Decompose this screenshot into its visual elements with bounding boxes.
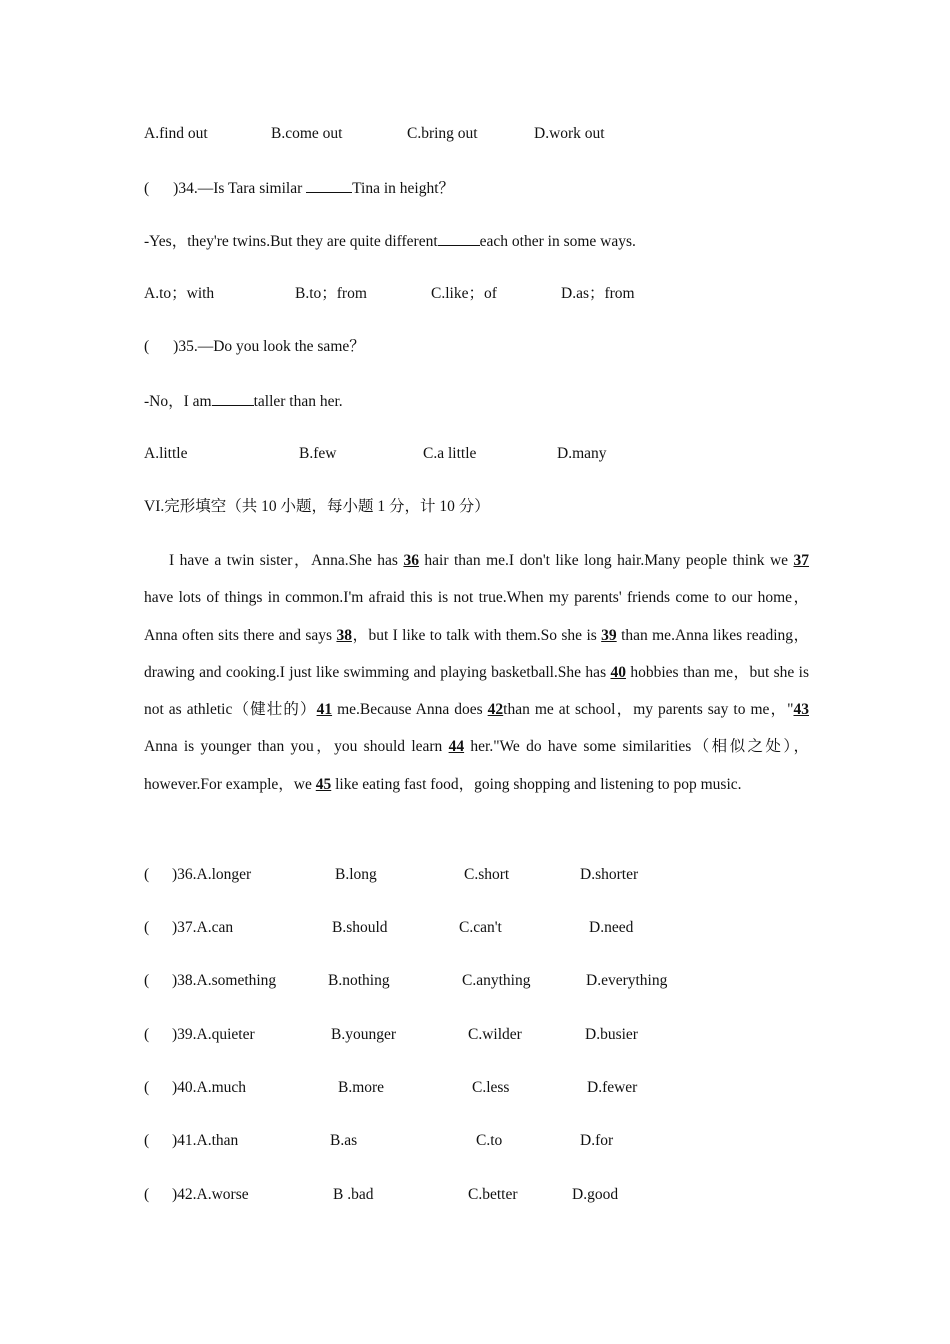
question-a: )41.A.than bbox=[172, 1132, 239, 1149]
cloze-passage bbox=[144, 542, 809, 803]
question-b: B .bad bbox=[333, 1186, 374, 1203]
answer-paren-close: ) bbox=[173, 180, 179, 197]
answer-paren-open: ( bbox=[144, 1026, 150, 1043]
passage-text: have lots of things in common.I'm afraid this is not true.When my parents' friends come to our home，Anna often sits there and says bbox=[144, 589, 809, 644]
q33-option-c: C.bring out bbox=[407, 125, 478, 142]
q35-stem bbox=[144, 337, 365, 357]
question-a: )38.A.something bbox=[172, 972, 277, 989]
passage-text: hair than me.I don't like long hair.Many people think we bbox=[424, 552, 789, 569]
blank-45: 45 bbox=[315, 775, 332, 793]
q34-stem-text: 34.—Is Tara similar bbox=[178, 180, 307, 197]
question-d: D.good bbox=[572, 1186, 619, 1203]
question-c: C.can't bbox=[459, 919, 502, 936]
question-a: )42.A.worse bbox=[172, 1186, 249, 1203]
q35-option-d: D.many bbox=[557, 445, 607, 462]
q35-reply bbox=[144, 390, 343, 412]
question-d: D.fewer bbox=[587, 1079, 638, 1096]
question-d: D.busier bbox=[585, 1026, 638, 1043]
blank-44: 44 bbox=[448, 738, 465, 756]
answer-paren-open: ( bbox=[144, 1079, 150, 1096]
question-d: D.shorter bbox=[580, 866, 639, 883]
q34-stem-text-2: Tina in height？ bbox=[352, 180, 455, 197]
section-title: VI.完形填空（共 10 小题，每小题 1 分，计 10 分） bbox=[144, 498, 490, 515]
question-b: B.nothing bbox=[328, 972, 390, 989]
q34-option-c: C.like；of bbox=[431, 285, 497, 302]
blank-36: 36 bbox=[403, 552, 419, 569]
answer-paren-open: ( bbox=[144, 1186, 150, 1203]
q34-stem bbox=[144, 177, 454, 199]
answer-paren-open: ( bbox=[144, 338, 150, 355]
passage-text: than me.Anna likes reading，drawing and cooking.I just like swimming and playing basketball.She has bbox=[144, 626, 810, 681]
q35-option-a: A.little bbox=[144, 445, 188, 462]
q35-option-c: C.a little bbox=[423, 445, 477, 462]
question-b: B.younger bbox=[331, 1026, 397, 1043]
blank-38: 38 bbox=[336, 626, 352, 644]
question-a: )37.A.can bbox=[172, 919, 234, 936]
q34-option-a: A.to；with bbox=[144, 285, 215, 302]
question-b: B.should bbox=[332, 919, 388, 936]
question-d: D.for bbox=[580, 1132, 614, 1149]
blank-42: 42 bbox=[487, 701, 504, 719]
passage-text: ，but I like to talk with them.So she is bbox=[351, 626, 597, 644]
q34-option-d: D.as；from bbox=[561, 285, 635, 302]
blank-43: 43 bbox=[793, 701, 809, 719]
question-c: C.better bbox=[468, 1186, 518, 1203]
answer-paren-open: ( bbox=[144, 180, 150, 197]
question-a: )40.A.much bbox=[172, 1079, 247, 1096]
answer-paren-open: ( bbox=[144, 866, 150, 883]
answer-paren-open: ( bbox=[144, 1132, 150, 1149]
passage-text: me.Because Anna does bbox=[337, 701, 483, 719]
fill-blank bbox=[306, 177, 352, 193]
answer-paren-close: ) bbox=[173, 338, 179, 355]
passage-text: than me at school，my parents say to me，" bbox=[503, 701, 794, 719]
blank-40: 40 bbox=[610, 663, 626, 681]
passage-text: like eating fast food，going shopping and listening to pop music. bbox=[335, 775, 742, 793]
q35-reply-text: -No，I am bbox=[144, 393, 212, 410]
q33-option-b: B.come out bbox=[271, 125, 343, 142]
q34-option-b: B.to；from bbox=[295, 285, 367, 302]
q35-option-b: B.few bbox=[299, 445, 337, 462]
q35-stem-text: 35.—Do you look the same？ bbox=[178, 338, 365, 355]
question-d: D.everything bbox=[586, 972, 668, 989]
q34-reply-text-2: each other in some ways. bbox=[479, 233, 636, 250]
answer-paren-open: ( bbox=[144, 972, 150, 989]
q34-reply-text: -Yes，they're twins.But they are quite different bbox=[144, 233, 438, 250]
question-c: C.anything bbox=[462, 972, 531, 989]
passage-text: her."We do have some similarities（相似之处），however.For example，we bbox=[144, 738, 809, 793]
question-b: B.as bbox=[330, 1132, 358, 1149]
fill-blank bbox=[438, 230, 480, 246]
question-b: B.more bbox=[338, 1079, 385, 1096]
q33-option-a: A.find out bbox=[144, 125, 208, 142]
passage-text: I have a twin sister，Anna.She has bbox=[169, 552, 398, 569]
question-d: D.need bbox=[589, 919, 634, 936]
q34-reply bbox=[144, 230, 636, 252]
question-c: C.to bbox=[476, 1132, 503, 1149]
blank-41: 41 bbox=[316, 701, 333, 719]
question-c: C.less bbox=[472, 1079, 510, 1096]
question-c: C.wilder bbox=[468, 1026, 522, 1043]
fill-blank bbox=[212, 390, 254, 406]
passage-text: Anna is younger than you，you should learn bbox=[144, 738, 443, 756]
q35-reply-text-2: taller than her. bbox=[253, 393, 343, 410]
blank-39: 39 bbox=[601, 626, 617, 644]
blank-37: 37 bbox=[793, 552, 810, 569]
question-a: )36.A.longer bbox=[172, 866, 252, 883]
question-b: B.long bbox=[335, 866, 377, 883]
answer-paren-open: ( bbox=[144, 919, 150, 936]
passage-text: hobbies than me，but she is not as athletic（健壮的） bbox=[144, 663, 810, 719]
q33-option-d: D.work out bbox=[534, 125, 605, 142]
question-c: C.short bbox=[464, 866, 510, 883]
question-a: )39.A.quieter bbox=[172, 1026, 255, 1043]
